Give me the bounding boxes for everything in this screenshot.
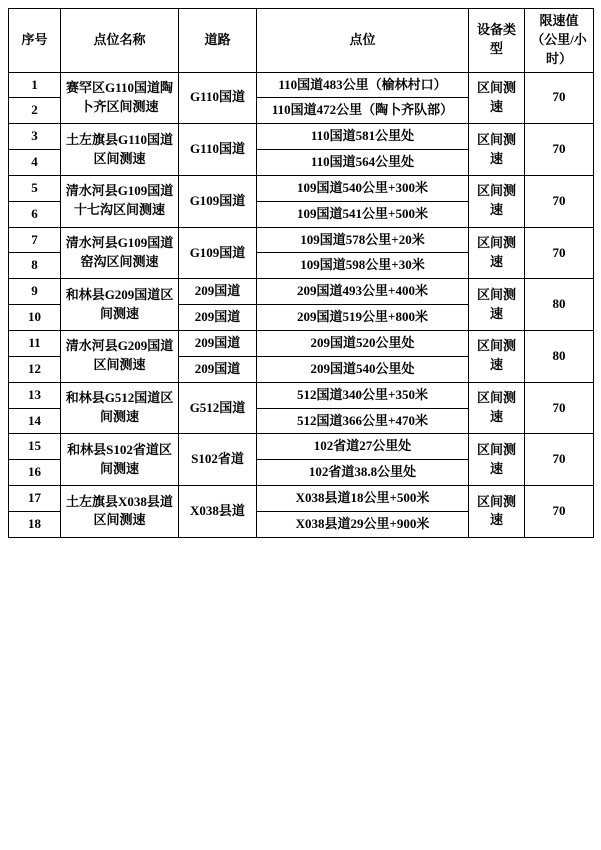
cell-point-name: 清水河县G109国道窑沟区间测速 [61, 227, 179, 279]
table-body [9, 72, 594, 537]
table-row [9, 175, 594, 201]
cell-point-name: 和林县G209国道区间测速 [61, 279, 179, 331]
cell-seq: 18 [9, 511, 61, 537]
cell-speed-limit: 80 [525, 279, 594, 331]
cell-device-type: 区间测速 [469, 124, 525, 176]
cell-point: 109国道540公里+300米 [257, 175, 469, 201]
cell-seq: 8 [9, 253, 61, 279]
cell-road: G512国道 [179, 382, 257, 434]
table-row [9, 124, 594, 150]
table-row [9, 227, 594, 253]
cell-point: 209国道493公里+400米 [257, 279, 469, 305]
cell-road: 209国道 [179, 279, 257, 305]
table-row [9, 330, 594, 356]
cell-point: 102省道27公里处 [257, 434, 469, 460]
cell-seq: 4 [9, 150, 61, 176]
cell-speed-limit: 70 [525, 486, 594, 538]
cell-device-type: 区间测速 [469, 72, 525, 124]
cell-point: 110国道564公里处 [257, 150, 469, 176]
cell-seq: 15 [9, 434, 61, 460]
cell-point: 512国道366公里+470米 [257, 408, 469, 434]
cell-seq: 16 [9, 460, 61, 486]
cell-road: G109国道 [179, 175, 257, 227]
cell-seq: 10 [9, 305, 61, 331]
cell-road: G110国道 [179, 124, 257, 176]
cell-speed-limit: 70 [525, 227, 594, 279]
cell-point: 109国道541公里+500米 [257, 201, 469, 227]
cell-seq: 3 [9, 124, 61, 150]
cell-point: 209国道540公里处 [257, 356, 469, 382]
table-row [9, 382, 594, 408]
cell-speed-limit: 70 [525, 124, 594, 176]
table-row [9, 434, 594, 460]
cell-road: 209国道 [179, 305, 257, 331]
header-cell-device: 设备类型 [469, 9, 525, 73]
header-cell-road: 道路 [179, 9, 257, 73]
cell-seq: 14 [9, 408, 61, 434]
cell-point: 512国道340公里+350米 [257, 382, 469, 408]
table-row [9, 279, 594, 305]
cell-point-name: 赛罕区G110国道陶卜齐区间测速 [61, 72, 179, 124]
cell-point: 110国道581公里处 [257, 124, 469, 150]
header-cell-seq: 序号 [9, 9, 61, 73]
cell-seq: 7 [9, 227, 61, 253]
cell-seq: 5 [9, 175, 61, 201]
cell-device-type: 区间测速 [469, 382, 525, 434]
cell-road: G109国道 [179, 227, 257, 279]
cell-seq: 17 [9, 486, 61, 512]
header-cell-name: 点位名称 [61, 9, 179, 73]
cell-speed-limit: 70 [525, 434, 594, 486]
cell-seq: 12 [9, 356, 61, 382]
cell-point-name: 和林县G512国道区间测速 [61, 382, 179, 434]
cell-point-name: 土左旗县X038县道区间测速 [61, 486, 179, 538]
cell-point: 102省道38.8公里处 [257, 460, 469, 486]
cell-device-type: 区间测速 [469, 486, 525, 538]
speed-limit-table [8, 8, 594, 538]
cell-seq: 9 [9, 279, 61, 305]
table-row [9, 72, 594, 98]
table-row [9, 486, 594, 512]
cell-point: X038县道29公里+900米 [257, 511, 469, 537]
cell-seq: 11 [9, 330, 61, 356]
cell-point-name: 和林县S102省道区间测速 [61, 434, 179, 486]
cell-point: 110国道472公里（陶卜齐队部） [257, 98, 469, 124]
cell-point: 209国道520公里处 [257, 330, 469, 356]
cell-seq: 6 [9, 201, 61, 227]
cell-road: 209国道 [179, 330, 257, 356]
cell-speed-limit: 80 [525, 330, 594, 382]
cell-seq: 13 [9, 382, 61, 408]
cell-road: G110国道 [179, 72, 257, 124]
cell-seq: 2 [9, 98, 61, 124]
cell-speed-limit: 70 [525, 382, 594, 434]
cell-point: 110国道483公里（榆林村口） [257, 72, 469, 98]
cell-point: 109国道598公里+30米 [257, 253, 469, 279]
cell-point: X038县道18公里+500米 [257, 486, 469, 512]
cell-road: 209国道 [179, 356, 257, 382]
cell-speed-limit: 70 [525, 175, 594, 227]
header-cell-point: 点位 [257, 9, 469, 73]
cell-point-name: 清水河县G209国道区间测速 [61, 330, 179, 382]
cell-point-name: 土左旗县G110国道区间测速 [61, 124, 179, 176]
cell-device-type: 区间测速 [469, 175, 525, 227]
cell-device-type: 区间测速 [469, 330, 525, 382]
cell-device-type: 区间测速 [469, 279, 525, 331]
cell-device-type: 区间测速 [469, 227, 525, 279]
cell-road: X038县道 [179, 486, 257, 538]
cell-road: S102省道 [179, 434, 257, 486]
cell-device-type: 区间测速 [469, 434, 525, 486]
cell-point: 109国道578公里+20米 [257, 227, 469, 253]
header-row [9, 9, 594, 73]
header-cell-limit: 限速值（公里/小时） [525, 9, 594, 73]
cell-point: 209国道519公里+800米 [257, 305, 469, 331]
cell-speed-limit: 70 [525, 72, 594, 124]
table-header [9, 9, 594, 73]
cell-seq: 1 [9, 72, 61, 98]
cell-point-name: 清水河县G109国道十七沟区间测速 [61, 175, 179, 227]
